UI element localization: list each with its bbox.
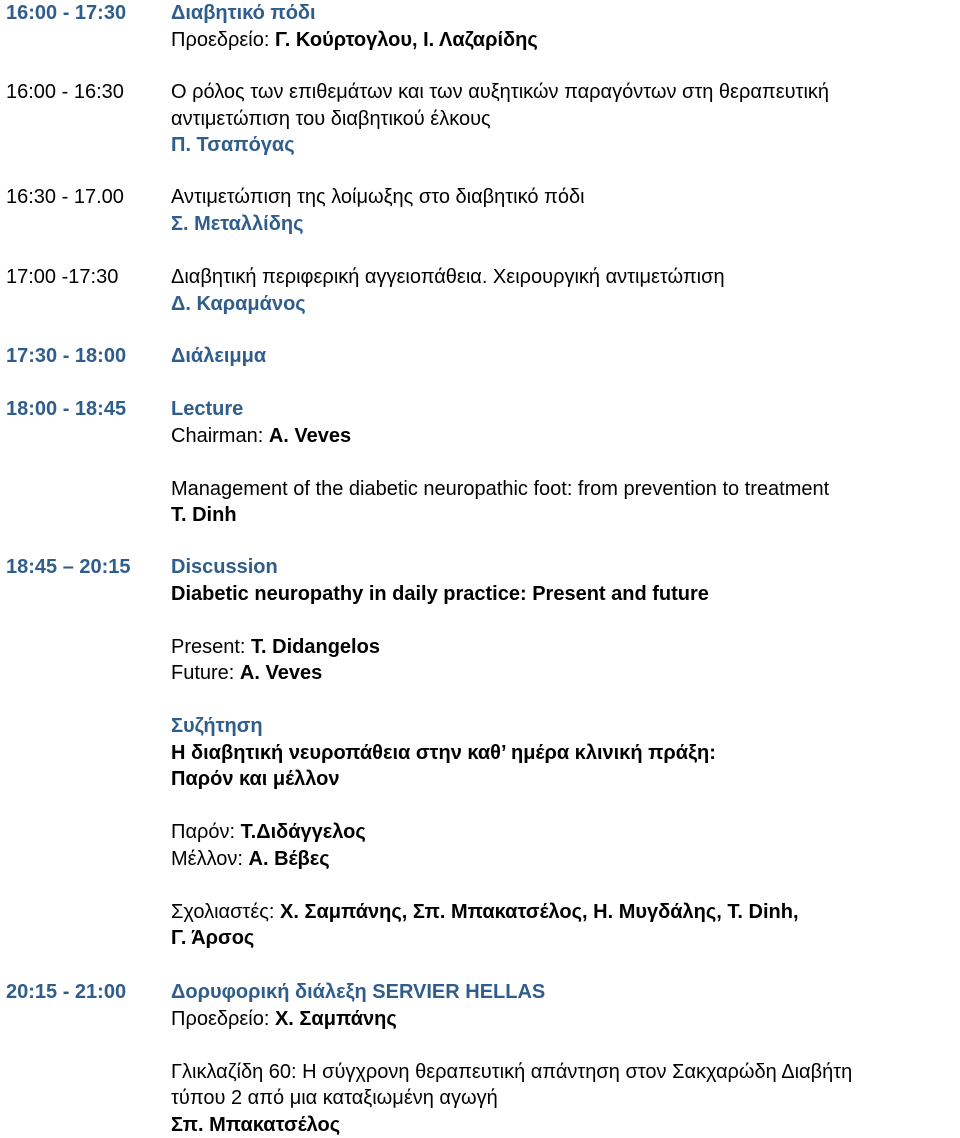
discussion-title: Discussion: [171, 554, 960, 581]
chair-label: Προεδρείο:: [171, 1008, 275, 1030]
talk-title: Διαβητική περιφερική αγγειοπάθεια. Χειρουργική αντιμετώπιση: [171, 264, 960, 291]
discussion-subtitle-gr-line2: Παρόν και μέλλον: [171, 766, 960, 793]
future-line: [171, 660, 960, 687]
commentators-line2: Γ. Άρσος: [171, 925, 960, 952]
chair-names: A. Veves: [269, 425, 351, 447]
chair-names: Γ. Κούρτογλου, Ι. Λαζαρίδης: [275, 29, 538, 51]
chair-names: Χ. Σαμπάνης: [275, 1008, 397, 1030]
session-time: 17:30 - 18:00: [6, 343, 126, 370]
present-name-gr: Τ.Διδάγγελος: [241, 821, 366, 843]
lecture-title: Management of the diabetic neuropathic foot: from prevention to treatment: [171, 476, 960, 503]
chair-label: Chairman:: [171, 425, 269, 447]
future-name: A. Veves: [240, 662, 322, 684]
session-time: 16:00 - 17:30: [6, 0, 126, 27]
session-chair: [171, 27, 960, 54]
present-name: T. Didangelos: [251, 636, 380, 658]
commentators-line1: [171, 899, 960, 926]
future-name-gr: Α. Βέβες: [249, 848, 330, 870]
chair-label: Προεδρείο:: [171, 29, 275, 51]
present-line-gr: [171, 819, 960, 846]
session-chair: [171, 1006, 960, 1033]
present-line: [171, 634, 960, 661]
session-title: Lecture: [171, 396, 960, 423]
talk-speaker: Δ. Καραμάνος: [171, 291, 960, 318]
commentators-label: Σχολιαστές:: [171, 901, 280, 923]
session-time: 18:00 - 18:45: [6, 396, 126, 423]
talk-speaker: Π. Τσαπόγας: [171, 132, 960, 159]
talk-title-line2: τύπου 2 από μια καταξιωμένη αγωγή: [171, 1085, 960, 1112]
session-chair: [171, 423, 960, 450]
session-title: Δορυφορική διάλεξη SERVIER HELLAS: [171, 979, 960, 1006]
talk-time: 16:30 - 17.00: [6, 184, 124, 211]
talk-title-line1: Ο ρόλος των επιθεμάτων και των αυξητικών παραγόντων στη θεραπευτική: [171, 79, 960, 106]
session-time: 20:15 - 21:00: [6, 979, 126, 1006]
future-label: Future:: [171, 662, 240, 684]
talk-time: 17:00 -17:30: [6, 264, 118, 291]
talk-title-line1: Γλικλαζίδη 60: Η σύγχρονη θεραπευτική απάντηση στον Σακχαρώδη Διαβήτη: [171, 1059, 960, 1086]
commentators-names: Χ. Σαμπάνης, Σπ. Μπακατσέλος, Η. Μυγδάλης, T. Dinh,: [280, 901, 799, 923]
session-title: Διαβητικό πόδι: [171, 0, 960, 27]
future-label-gr: Μέλλον:: [171, 848, 249, 870]
present-label-gr: Παρόν:: [171, 821, 241, 843]
discussion-title-gr: Συζήτηση: [171, 713, 960, 740]
discussion-subtitle: Diabetic neuropathy in daily practice: Present and future: [171, 581, 960, 608]
talk-title-line2: αντιμετώπιση του διαβητικού έλκους: [171, 106, 960, 133]
future-line-gr: [171, 846, 960, 873]
break-title: Διάλειμμα: [171, 343, 960, 370]
present-label: Present:: [171, 636, 251, 658]
talk-time: 16:00 - 16:30: [6, 79, 124, 106]
session-time: 18:45 – 20:15: [6, 554, 131, 581]
talk-speaker: Σπ. Μπακατσέλος: [171, 1112, 960, 1138]
talk-speaker: Σ. Μεταλλίδης: [171, 211, 960, 238]
talk-title: Αντιμετώπιση της λοίμωξης στο διαβητικό πόδι: [171, 184, 960, 211]
discussion-subtitle-gr-line1: Η διαβητική νευροπάθεια στην καθ’ ημέρα κλινική πράξη:: [171, 740, 960, 767]
lecture-speaker: T. Dinh: [171, 502, 960, 529]
